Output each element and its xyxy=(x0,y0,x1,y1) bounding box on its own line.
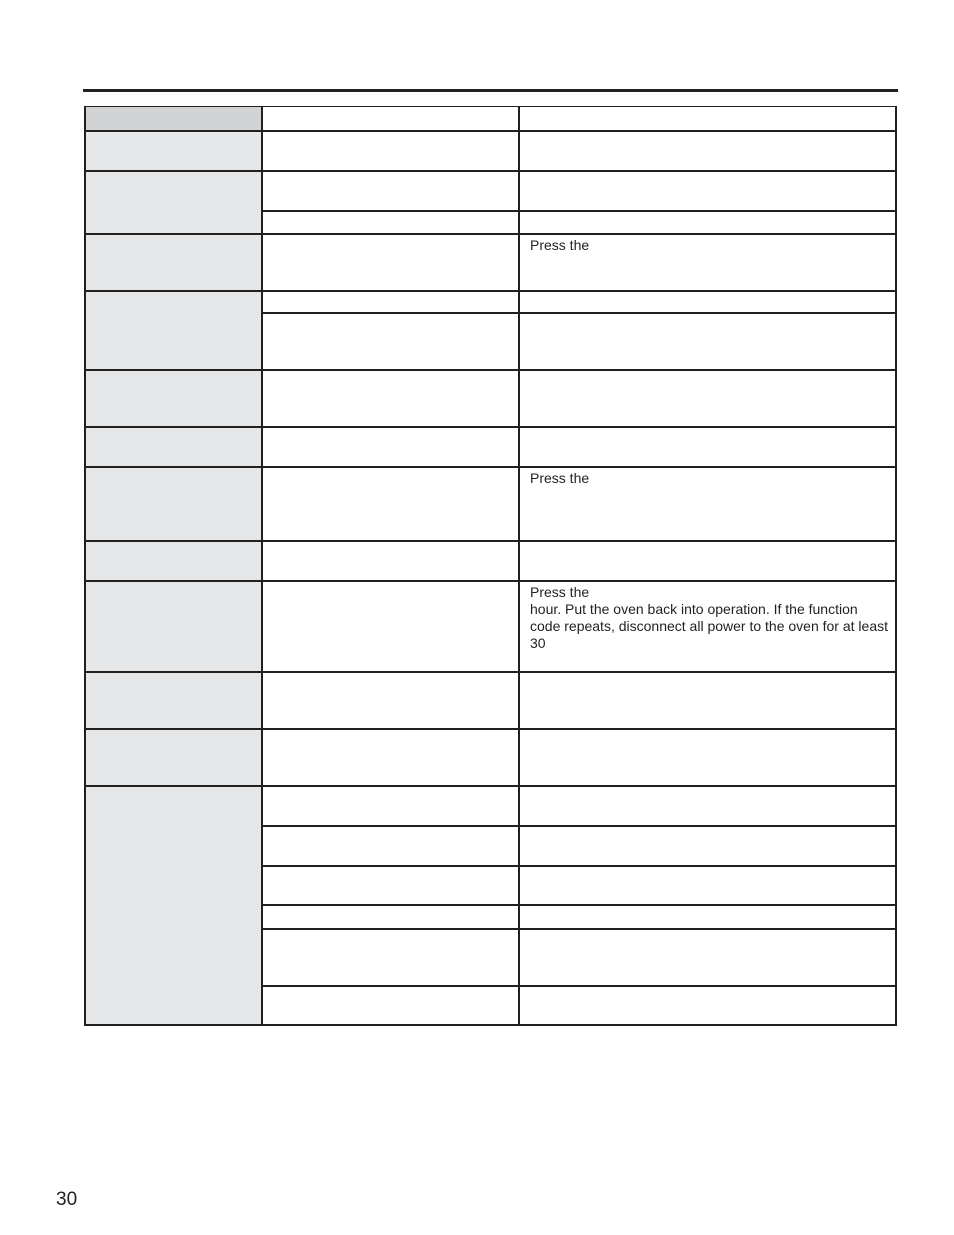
table-row xyxy=(85,729,261,785)
table-row xyxy=(85,672,261,728)
subrow-divider xyxy=(261,312,897,314)
subrow-divider xyxy=(261,865,897,867)
table-row xyxy=(85,131,261,170)
table-row xyxy=(85,786,261,1024)
subrow-divider xyxy=(261,210,897,212)
row-divider xyxy=(84,233,897,235)
page-number: 30 xyxy=(56,1189,78,1210)
table-header-cell xyxy=(85,107,261,130)
row-divider xyxy=(84,580,897,582)
row-divider xyxy=(84,369,897,371)
row-divider xyxy=(84,671,897,673)
table-row xyxy=(85,171,261,233)
row-divider xyxy=(84,466,897,468)
table-row xyxy=(85,234,261,290)
subrow-divider xyxy=(261,985,897,987)
table-row xyxy=(85,291,261,369)
row-divider xyxy=(84,540,897,542)
row-divider xyxy=(84,785,897,787)
table-row xyxy=(85,427,261,466)
table-row xyxy=(85,370,261,426)
subrow-divider xyxy=(261,904,897,906)
subrow-divider xyxy=(261,928,897,930)
row-divider xyxy=(84,130,897,132)
row-divider xyxy=(84,426,897,428)
table-border-left xyxy=(84,106,86,1026)
table-border-top xyxy=(84,106,897,107)
table-border-bottom xyxy=(84,1024,897,1026)
row-divider xyxy=(84,290,897,292)
table-row xyxy=(85,581,261,671)
solution-text: Press the xyxy=(530,470,590,486)
column-divider xyxy=(261,106,263,1026)
header-rule xyxy=(83,89,898,92)
table-row xyxy=(85,541,261,580)
solution-text: Press the hour. Put the oven back into operation. If the function code repeats, disconnect all power to the oven for at least 30 xyxy=(530,584,888,651)
table-row xyxy=(85,467,261,540)
table-border-right xyxy=(895,106,897,1026)
column-divider xyxy=(518,106,520,1026)
solution-text: Press the xyxy=(530,237,590,253)
row-divider xyxy=(84,728,897,730)
row-divider xyxy=(84,170,897,172)
subrow-divider xyxy=(261,825,897,827)
